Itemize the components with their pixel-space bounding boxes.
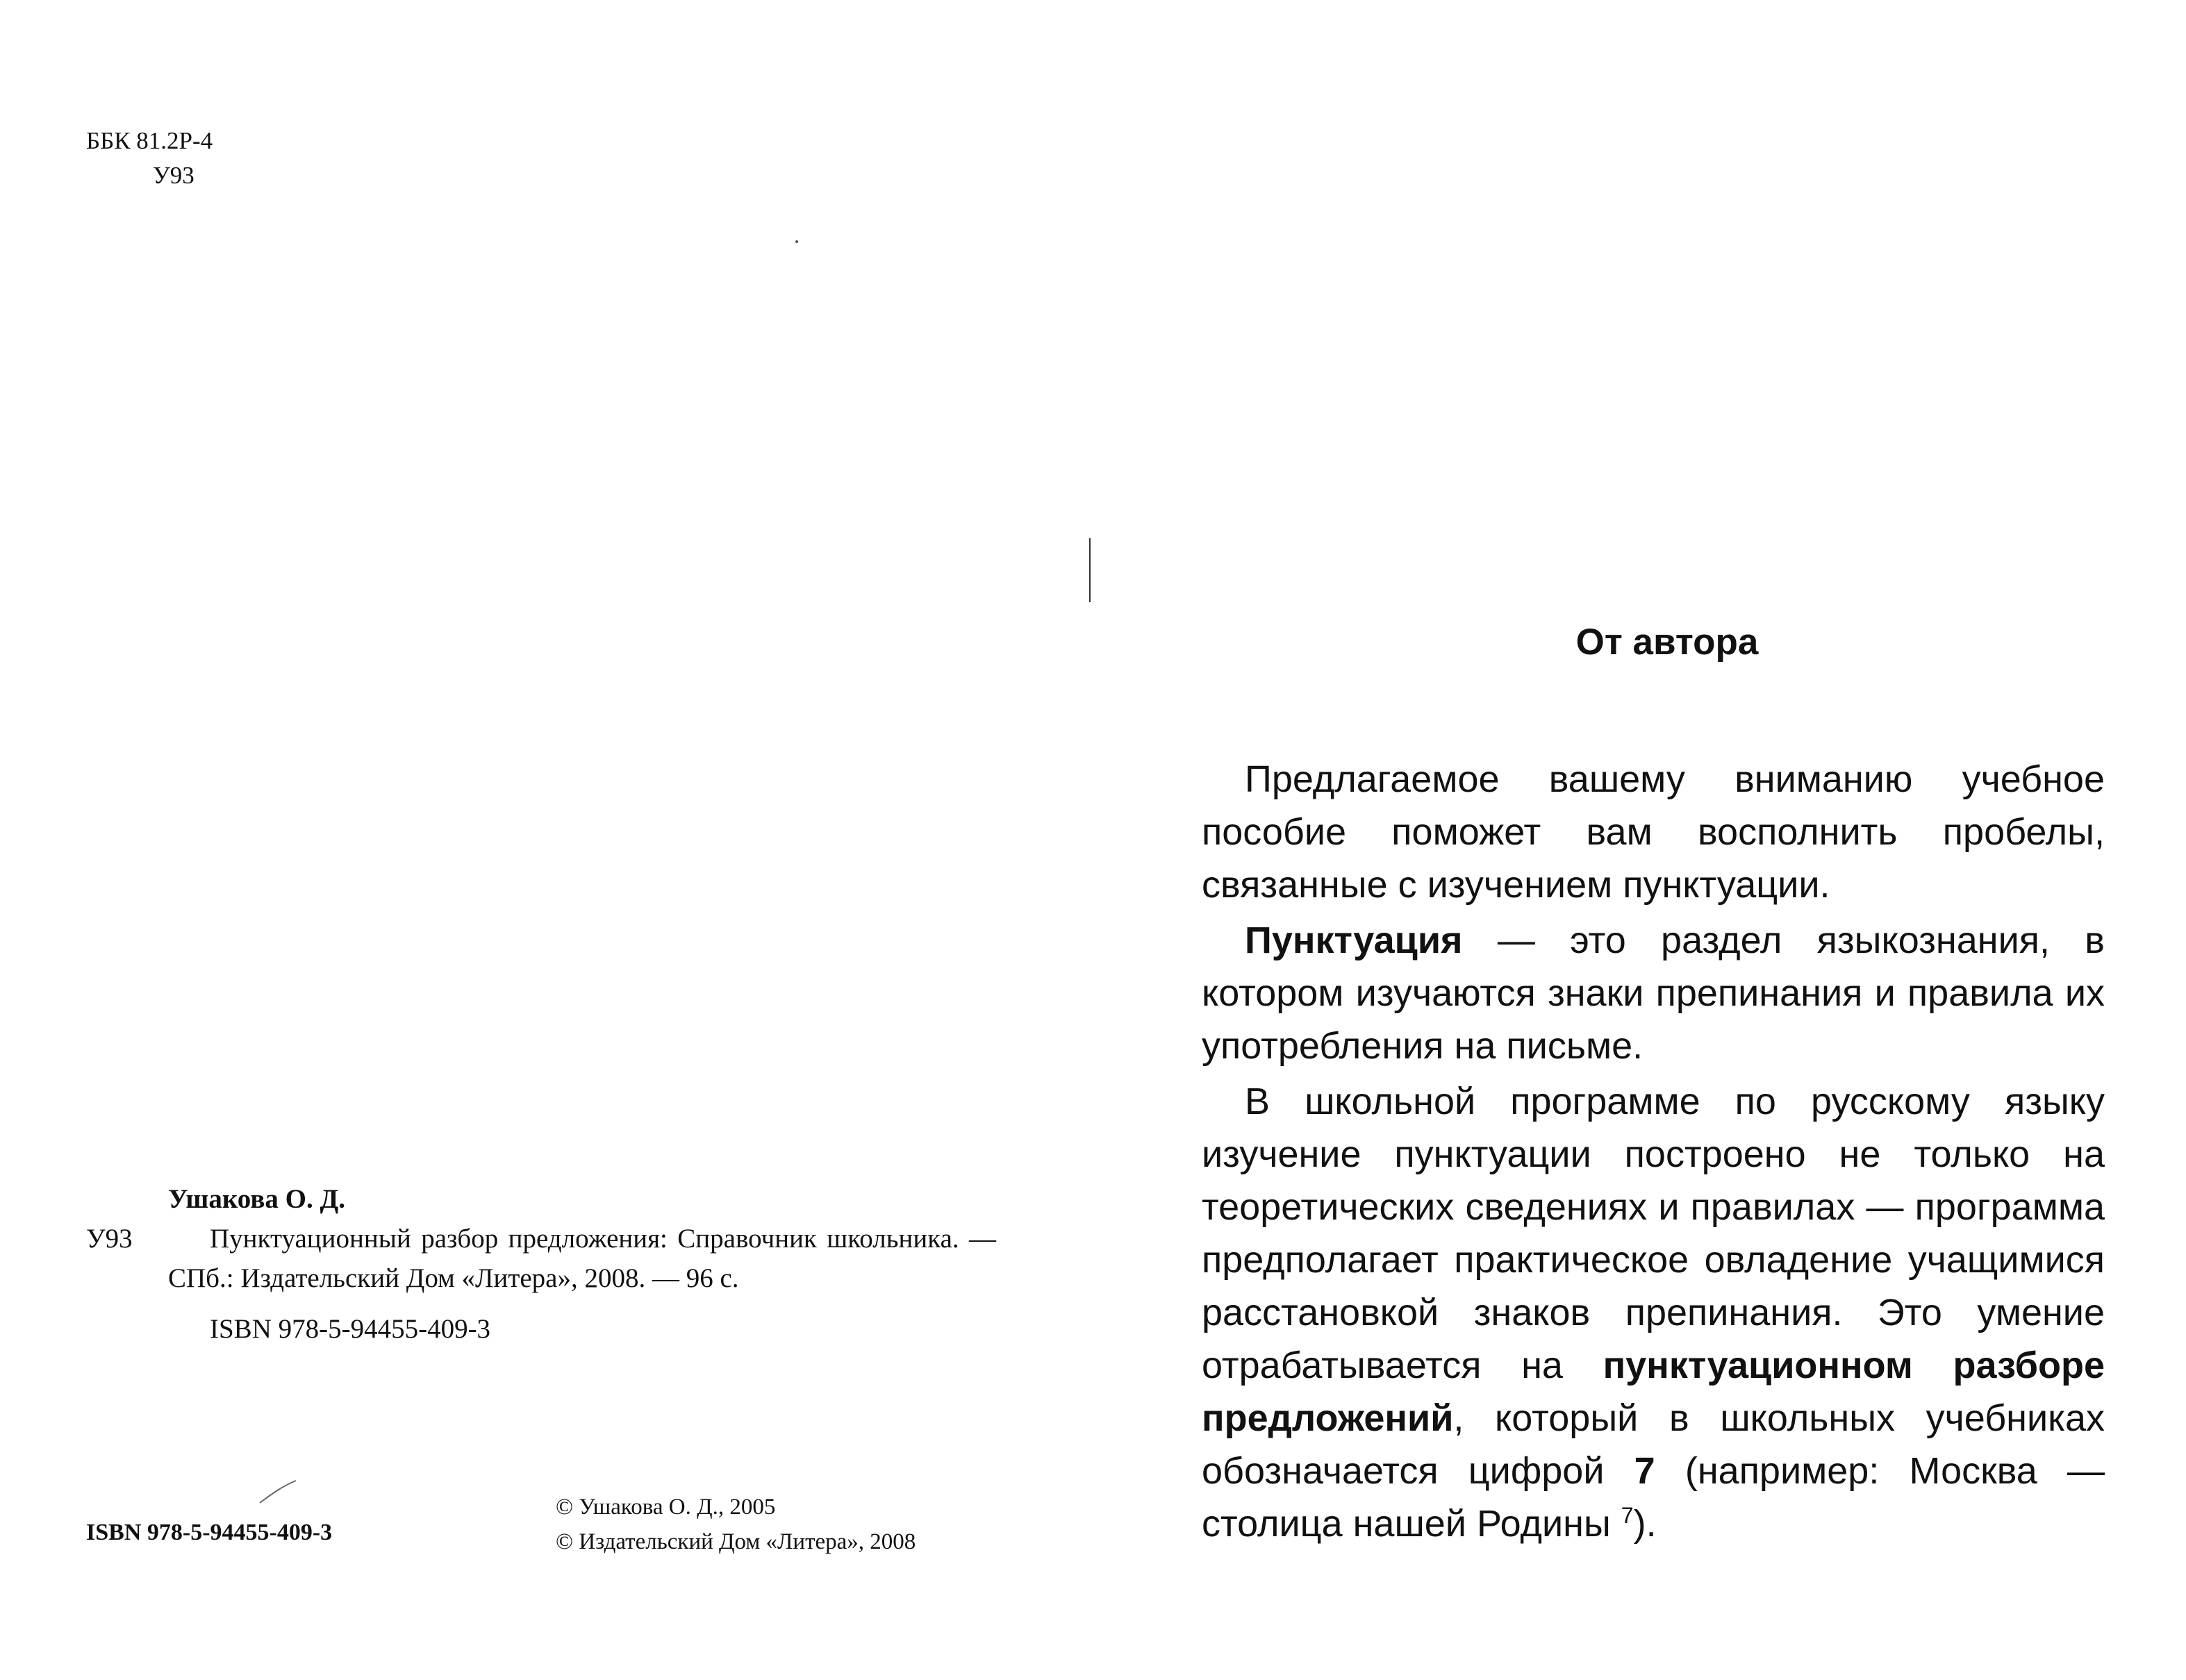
copyright-publisher: © Издательский Дом «Литера», 2008 xyxy=(556,1529,916,1554)
paragraph-3-start: В школьной программе по русскому языку изучение пунктуации построено не только на теоретических сведениях и правилах — программа предполагает практическое овладение учащимися расстановкой знаков препинания. Это умение отрабатывается на xyxy=(1202,1081,2105,1386)
foreword-paragraph-1: Предлагаемое вашему вниманию учебное пособие поможет вам восполнить пробелы, связанные с изучением пунктуации. xyxy=(1202,758,2105,906)
foreword-paragraph-3 xyxy=(1202,1075,2105,1550)
paragraph-3-close: ). xyxy=(1633,1503,1657,1545)
foreword-paragraph-2 xyxy=(1202,914,2105,1072)
term-punctuation-analysis: пунктуационном разборе предложений xyxy=(1202,1345,2105,1439)
superscript-seven: 7 xyxy=(1621,1503,1634,1528)
catalog-author: Ушакова О. Д. xyxy=(168,1184,346,1214)
paper-speck xyxy=(795,240,798,243)
copyright-author: © Ушакова О. Д., 2005 xyxy=(556,1495,776,1520)
bbk-code: ББК 81.2Р-4 xyxy=(86,127,213,154)
copyright-block xyxy=(556,1490,916,1559)
foreword-body xyxy=(1202,753,2105,1553)
paragraph-2-text: — это раздел языкознания, в котором изучаются знаки препинания и правила их употребления на письме. xyxy=(1202,920,2105,1067)
catalog-isbn: ISBN 978-5-94455-409-3 xyxy=(210,1314,491,1344)
author-mark: У93 xyxy=(153,162,194,189)
term-punctuation: Пунктуация xyxy=(1245,920,1463,961)
bbk-classification xyxy=(86,124,213,193)
foreword-title: От автора xyxy=(1575,622,1759,663)
page-gutter xyxy=(1089,538,1091,602)
catalog-card xyxy=(86,1179,996,1349)
paragraph-3-mid: , который в школьных учебниках обозначается цифрой xyxy=(1202,1397,2105,1492)
bottom-isbn: ISBN 978-5-94455-409-3 xyxy=(86,1520,333,1545)
pencil-mark xyxy=(257,1478,299,1506)
catalog-description: Пунктуационный разбор предложения: Справочник школьника. — СПб.: Издательский Дом «Литера», 2008. — 96 с. xyxy=(168,1224,996,1293)
digit-seven: 7 xyxy=(1634,1450,1655,1492)
paragraph-3-end: (например: Москва — столица нашей Родины xyxy=(1202,1450,2105,1545)
catalog-mark: У93 xyxy=(86,1224,133,1254)
catalog-entry xyxy=(86,1219,996,1298)
